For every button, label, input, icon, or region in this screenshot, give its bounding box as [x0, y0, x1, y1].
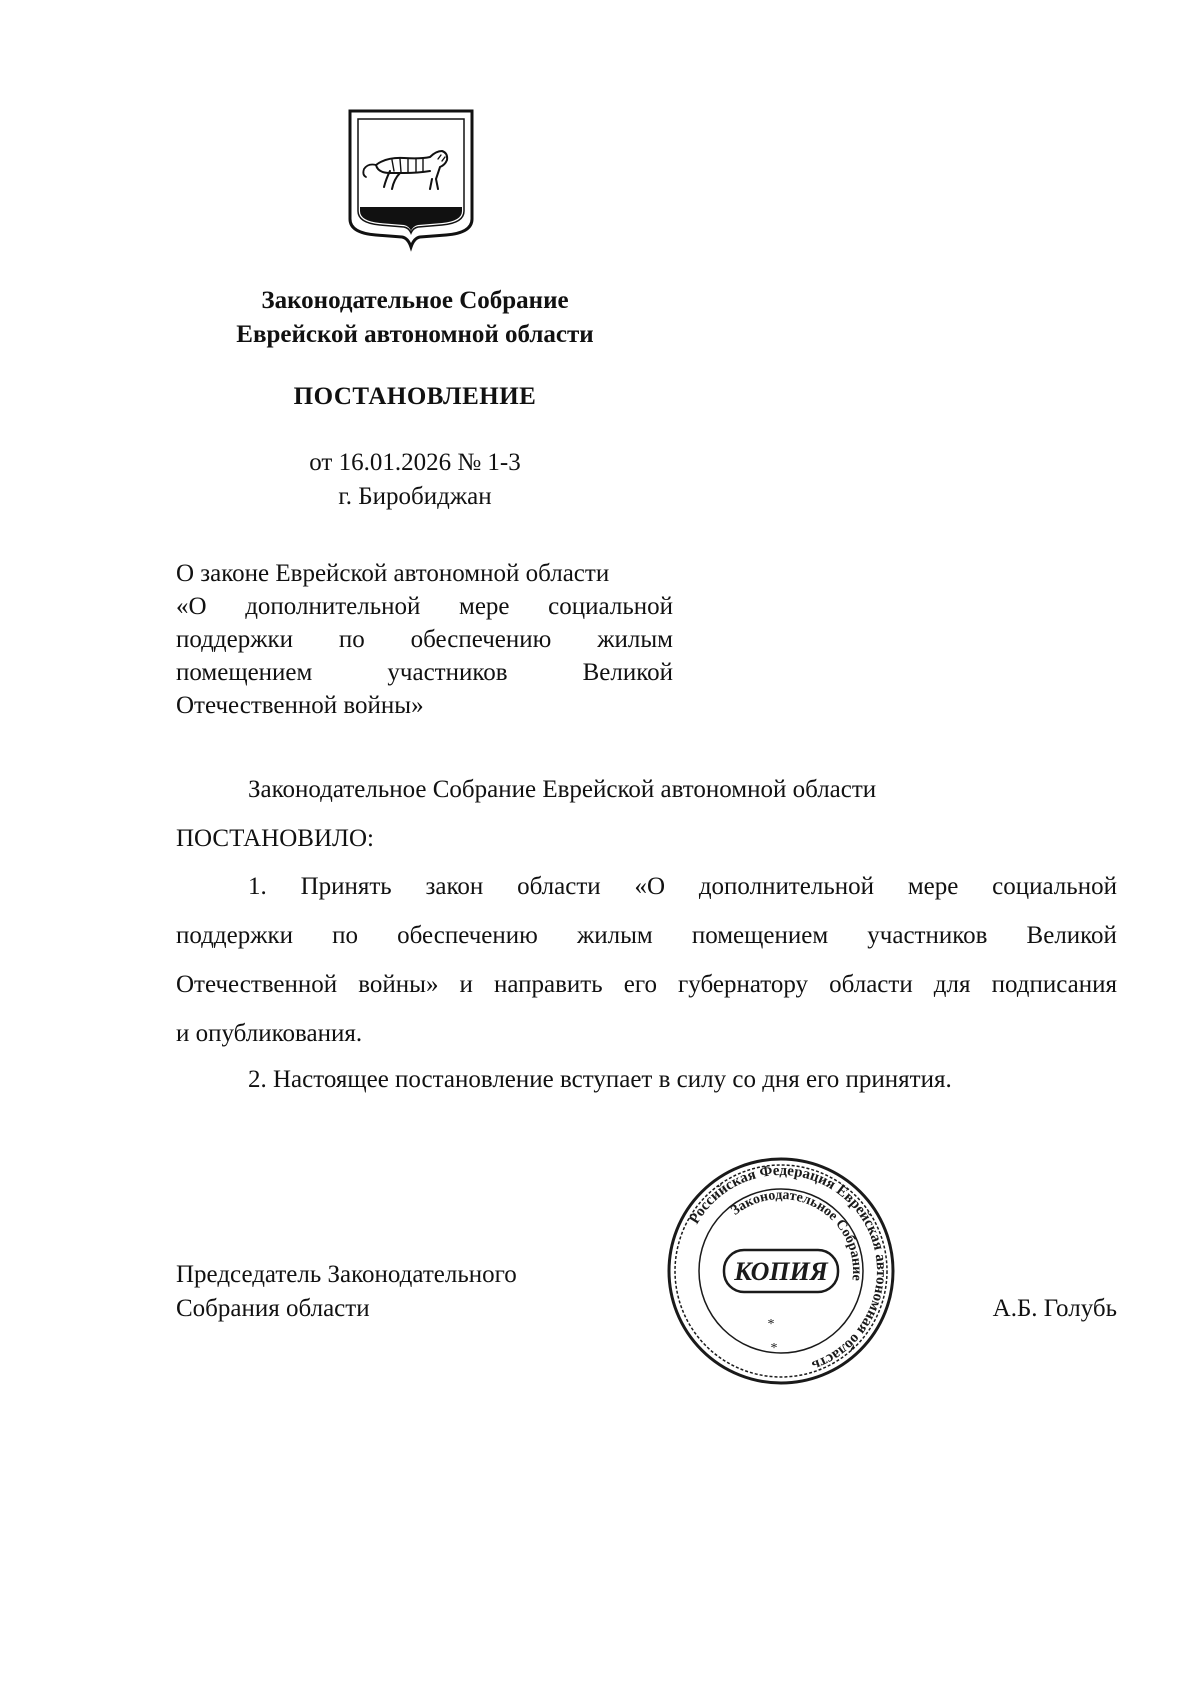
- organization-name: [200, 284, 630, 352]
- item-1-line-2: [176, 911, 1117, 960]
- word: жилым: [576, 922, 653, 949]
- word: дополнительной: [698, 873, 874, 900]
- stamp-center-text: КОПИЯ: [734, 1257, 828, 1286]
- organization-line-2: Еврейской автономной области: [236, 321, 594, 348]
- word: помещением: [691, 922, 829, 949]
- item-1-line-1: [176, 862, 1117, 911]
- word: Великой: [582, 659, 673, 686]
- item-1-line-3: [176, 960, 1117, 1009]
- city: г. Биробиджан: [338, 483, 492, 510]
- word: обеспечению: [410, 626, 552, 653]
- word: мере: [459, 593, 510, 620]
- resolved-heading: ПОСТАНОВИЛО:: [176, 825, 374, 852]
- document-type-title: ПОСТАНОВЛЕНИЕ: [293, 383, 537, 410]
- word: губернатору: [678, 971, 809, 998]
- word: Великой: [1026, 922, 1117, 949]
- word: и: [459, 971, 473, 998]
- word: Принять: [300, 873, 392, 900]
- word: его: [623, 971, 657, 998]
- subject-line-3: [176, 623, 673, 656]
- word: Отечественной: [176, 971, 338, 998]
- word: направить: [494, 971, 603, 998]
- stamp-inner-textpath: Законодательное Собрание: [728, 1187, 865, 1282]
- item-1-line-4: и опубликования.: [176, 1020, 363, 1047]
- stamp-star-2: *: [770, 1341, 778, 1356]
- stamp-outer-textpath: Российская Федерация Еврейская автономная область: [686, 1162, 890, 1374]
- stamp-star-1: *: [767, 1317, 775, 1332]
- word: обеспечению: [397, 922, 538, 949]
- document-subject: [176, 557, 673, 722]
- word: подписания: [991, 971, 1117, 998]
- word: области: [829, 971, 913, 998]
- preamble: Законодательное Собрание Еврейской автономной области: [248, 776, 877, 803]
- word: 1.: [248, 873, 267, 900]
- word: участников: [867, 922, 988, 949]
- item-2-text: 2. Настоящее постановление вступает в силу со дня его принятия.: [248, 1066, 952, 1093]
- word: поддержки: [176, 626, 293, 653]
- signer-position-line-1: Председатель Законодательного: [176, 1261, 517, 1288]
- signer-position: [176, 1258, 596, 1326]
- subject-line-1: О законе Еврейской автономной области: [176, 560, 610, 587]
- word: социальной: [992, 873, 1117, 900]
- signer-name: А.Б. Голубь: [992, 1295, 1117, 1322]
- word: «О: [176, 593, 207, 620]
- official-seal-stamp: [666, 1156, 896, 1386]
- organization-line-1: Законодательное Собрание: [261, 287, 569, 314]
- signer-position-line-2: Собрания области: [176, 1295, 370, 1322]
- word: дополнительной: [245, 593, 421, 620]
- word: для: [933, 971, 971, 998]
- subject-line-5: Отечественной войны»: [176, 692, 424, 719]
- word: закон: [425, 873, 484, 900]
- word: по: [338, 626, 365, 653]
- word: мере: [907, 873, 959, 900]
- word: жилым: [597, 626, 673, 653]
- subject-line-2: [176, 590, 673, 623]
- tiger-coat-of-arms-icon: [346, 107, 476, 255]
- resolution-item-2: [176, 1055, 1117, 1104]
- word: поддержки: [176, 922, 293, 949]
- word: по: [332, 922, 359, 949]
- word: области: [517, 873, 601, 900]
- word: социальной: [548, 593, 673, 620]
- date-number: от 16.01.2026 № 1-3: [309, 449, 521, 476]
- word: «О: [634, 873, 666, 900]
- resolution-item-1: [176, 862, 1117, 1058]
- word: помещением: [176, 659, 313, 686]
- subject-line-4: [176, 656, 673, 689]
- word: войны»: [358, 971, 439, 998]
- word: участников: [387, 659, 508, 686]
- date-and-place: [200, 446, 630, 514]
